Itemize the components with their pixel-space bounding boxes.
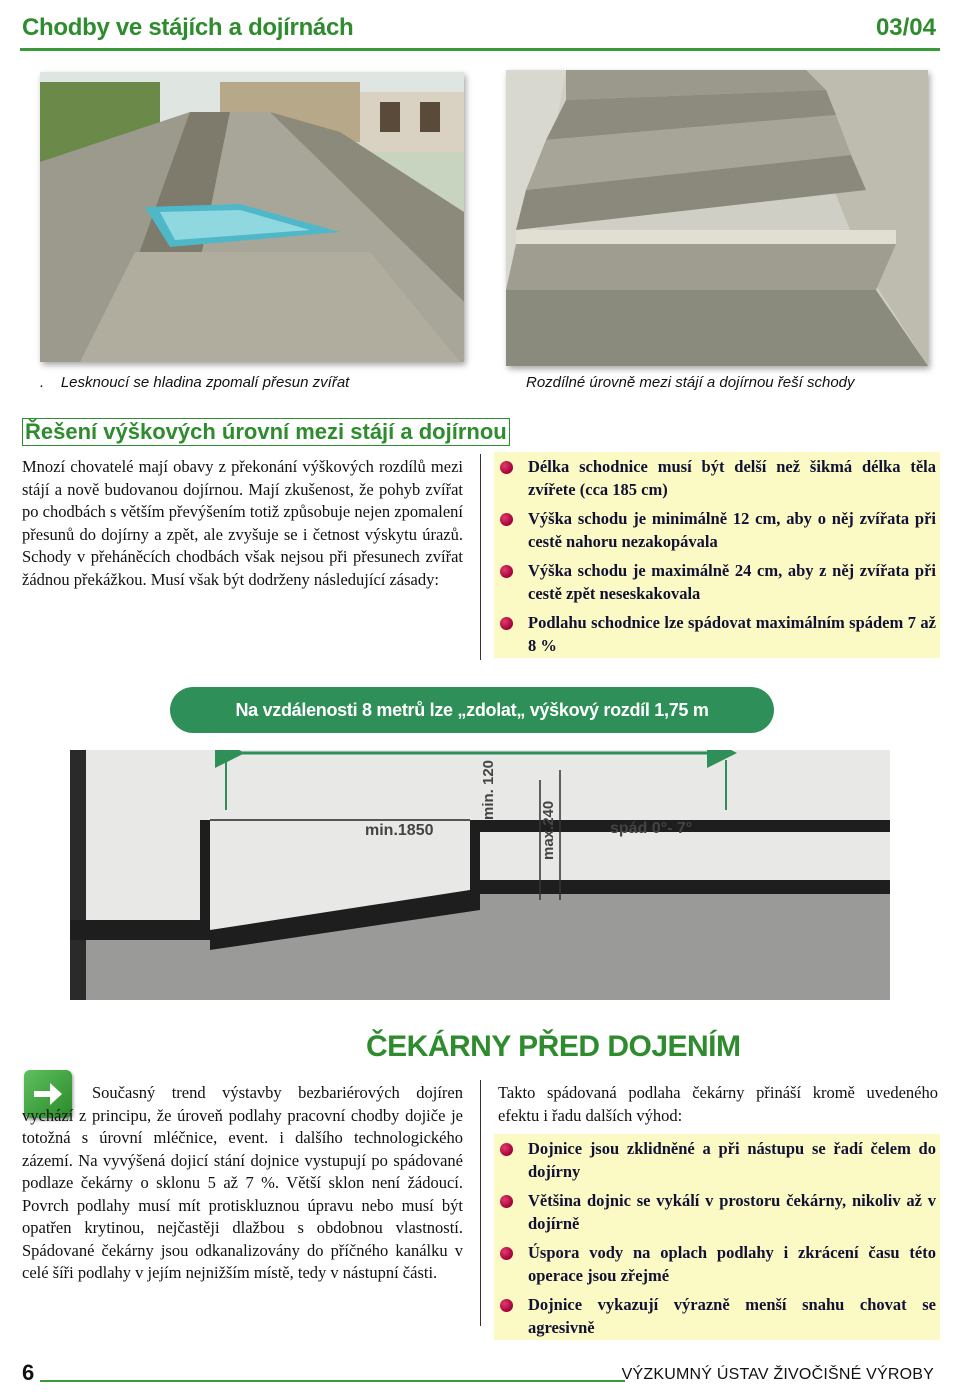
section1-paragraph: Mnozí chovatelé mají obavy z překonání výškových rozdílů mezi stájí a nově budovanou dojírnou. Mají zkušenost, že pohyb zvířat po chodbách s větším převýšením totiž způsobuje nejen zpomalení přesunů do dojírny a zpět, ale zvyšuje se i četnost výskytu úrazů. Schody v přeháněcích chodbách však nejsou při přesunech zvířat žádnou překážkou. Musí však být dodrženy následující zásady: xyxy=(22,457,463,589)
page-number: 6 xyxy=(22,1360,35,1385)
issue-number: 03/04 xyxy=(875,14,936,41)
section-title-height-levels: Řešení výškových úrovní mezi stájí a dojírnou xyxy=(22,418,510,446)
publisher-name: VÝZKUMNÝ ÚSTAV ŽIVOČIŠNÉ VÝROBY xyxy=(621,1366,934,1383)
section-title-waiting-rooms: ČEKÁRNY PŘED DOJENÍM xyxy=(366,1030,741,1063)
diagram-height-min-label: min. 120 xyxy=(480,759,497,820)
bullet-icon xyxy=(500,461,513,474)
rule-text: Podlahu schodnice lze spádovat maximálním spádem 7 až 8 % xyxy=(528,613,936,655)
benefit-text: Úspora vody na oplach podlahy i zkrácení času této operace jsou zřejmé xyxy=(528,1243,936,1285)
list-item xyxy=(494,1242,936,1287)
column-divider xyxy=(480,454,481,660)
benefits-box xyxy=(494,1134,940,1340)
stairs-photo xyxy=(506,70,928,366)
list-item xyxy=(494,1294,936,1339)
rule-text: Výška schodu je maximálně 24 cm, aby z něj zvířata při cestě zpět neseskakovala xyxy=(528,561,936,603)
list-item xyxy=(494,456,936,501)
diagram-length-label: min.1850 xyxy=(365,822,434,839)
section2-left-paragraph: Současný trend výstavby bezbariérových dojíren vychází z principu, že úroveň podlahy pracovní chodby dojiče je totožná s úrovní mléčnice, event. i dalšího technologického zázemí. Na vyvýšená dojicí stání dojnice vystupují po spádované podlaze čekárny o sklonu 5 až 7 %. Větší sklon není žádoucí. Povrch podlahy musí mít protiskluznou úpravu nebo musí být opatřen krytinou, nejčastěji dlažbou s obdobnou vlastností. Spádované čekárny jsou odkanalizovány do příčného kanálku v celé šíři podlahy v jejím nejnižším místě, tedy v nástupní části. xyxy=(22,1083,463,1282)
bullet-icon xyxy=(500,1195,513,1208)
benefit-text: Dojnice jsou zklidněné a při nástupu se řadí čelem do dojírny xyxy=(528,1139,936,1181)
bullet-icon xyxy=(500,565,513,578)
rules-box xyxy=(494,452,940,658)
right-photo-caption: Rozdílné úrovně mezi stájí a dojírnou řeší schody xyxy=(526,374,855,391)
bullet-icon xyxy=(500,1143,513,1156)
diagram-height-max-label: max.240 xyxy=(540,800,557,860)
section2-right-intro: Takto spádovaná podlaha čekárny přináší kromě uvedeného efektu i řadu dalších výhod: xyxy=(498,1083,938,1125)
list-item xyxy=(494,612,936,657)
banner-text: Na vzdálenosti 8 metrů lze „zdolat„ výškový rozdíl 1,75 m xyxy=(235,699,709,720)
benefits-list xyxy=(494,1138,940,1339)
page-header-title: Chodby ve stájích a dojírnách xyxy=(22,14,354,41)
column-divider-2 xyxy=(480,1080,481,1326)
bullet-icon xyxy=(500,617,513,630)
bullet-icon xyxy=(500,1247,513,1260)
benefit-text: Dojnice vykazují výrazně menší snahu chovat se agresivně xyxy=(528,1295,936,1337)
diagram-slope-label: spád 0°- 7° xyxy=(610,820,693,837)
header-rule xyxy=(20,48,940,51)
rules-list xyxy=(494,456,940,657)
benefit-text: Většina dojnic se vykálí v prostoru čekárny, nikoliv až v dojírně xyxy=(528,1191,936,1233)
list-item xyxy=(494,560,936,605)
distance-banner xyxy=(170,687,774,733)
bullet-icon xyxy=(500,513,513,526)
bullet-icon xyxy=(500,1299,513,1312)
rule-text: Délka schodnice musí být delší než šikmá délka těla zvířete (cca 185 cm) xyxy=(528,457,936,499)
corridor-photo xyxy=(40,72,464,362)
left-photo-caption: . Lesknoucí se hladina zpomalí přesun zvířat xyxy=(40,374,350,391)
list-item xyxy=(494,1190,936,1235)
footer-rule xyxy=(40,1380,625,1382)
rule-text: Výška schodu je minimálně 12 cm, aby o něj zvířata při cestě nahoru nezakopávala xyxy=(528,509,936,551)
list-item xyxy=(494,1138,936,1183)
stairs-diagram xyxy=(70,750,890,1000)
list-item xyxy=(494,508,936,553)
